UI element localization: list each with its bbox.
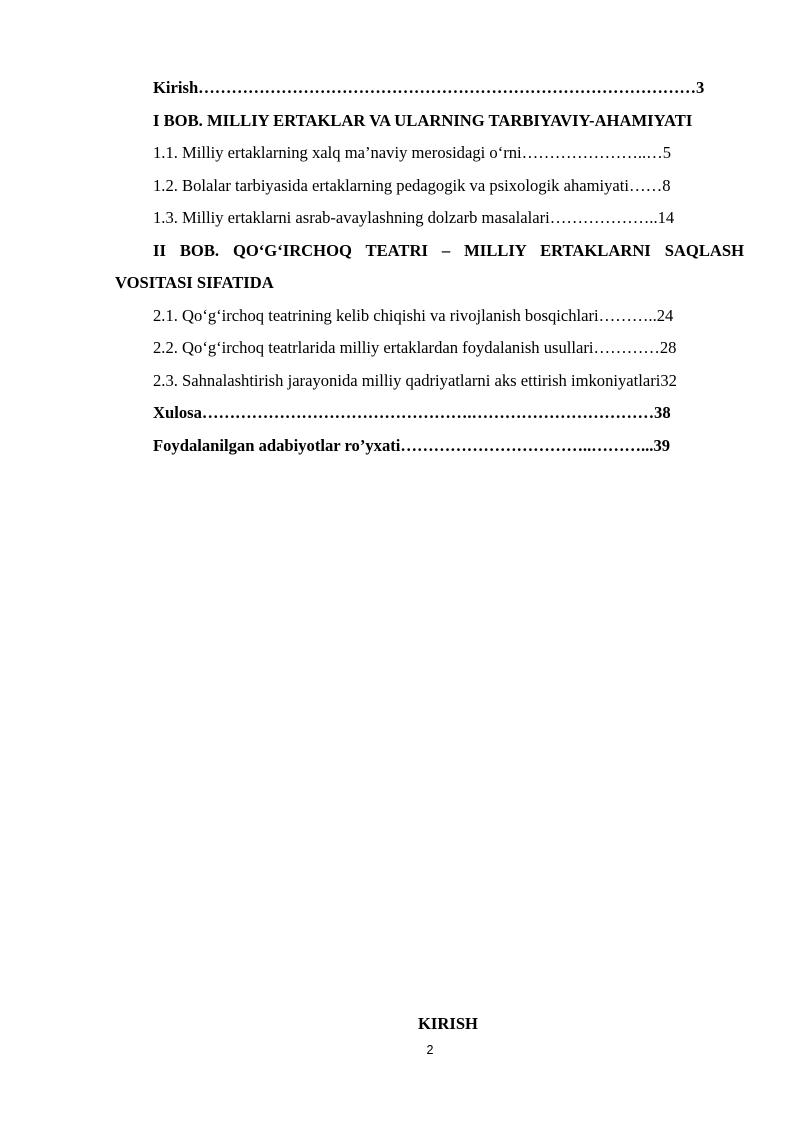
toc-chapter-1: I BOB. MILLIY ERTAKLAR VA ULARNING TARBIYAVIY-AHAMIYATI (153, 110, 693, 130)
toc-entry-2-2: 2.2. Qo‘g‘irchoq teatrlarida milliy ertaklardan foydalanish usullari…………28 (153, 338, 677, 357)
toc-entry-intro: Kirish………………………………………………………………………………3 (153, 78, 705, 97)
toc-chapter-2: II BOB. QO‘G‘IRCHOQ TEATRI – MILLIY ERTAKLARNI SAQLASH VOSITASI SIFATIDA (115, 240, 744, 292)
toc-entry-1-2: 1.2. Bolalar tarbiyasida ertaklarning pedagogik va psixologik ahamiyati……8 (153, 175, 671, 195)
toc-entry-2-3: 2.3. Sahnalashtirish jarayonida milliy qadriyatlarni aks ettirish imkoniyatlari32 (153, 370, 677, 390)
page-number: 2 (426, 1043, 434, 1057)
table-of-contents (115, 72, 744, 462)
toc-entry-1-3: 1.3. Milliy ertaklarni asrab-avaylashning dolzarb masalalari………………..14 (153, 208, 675, 227)
toc-entry-references: Foydalanilgan adabiyotlar ro’yxati……………………………..………...39 (153, 435, 671, 455)
toc-entry-1-1: 1.1. Milliy ertaklarning xalq ma’naviy merosidagi o‘rni…………………..…5 (153, 143, 672, 162)
toc-entry-2-1: 2.1. Qo‘g‘irchoq teatrining kelib chiqishi va rivojlanish bosqichlari………..24 (153, 305, 674, 325)
section-heading: KIRISH (418, 1014, 478, 1033)
toc-entry-conclusion: Xulosa………………………………………….……………………………38 (153, 403, 671, 422)
